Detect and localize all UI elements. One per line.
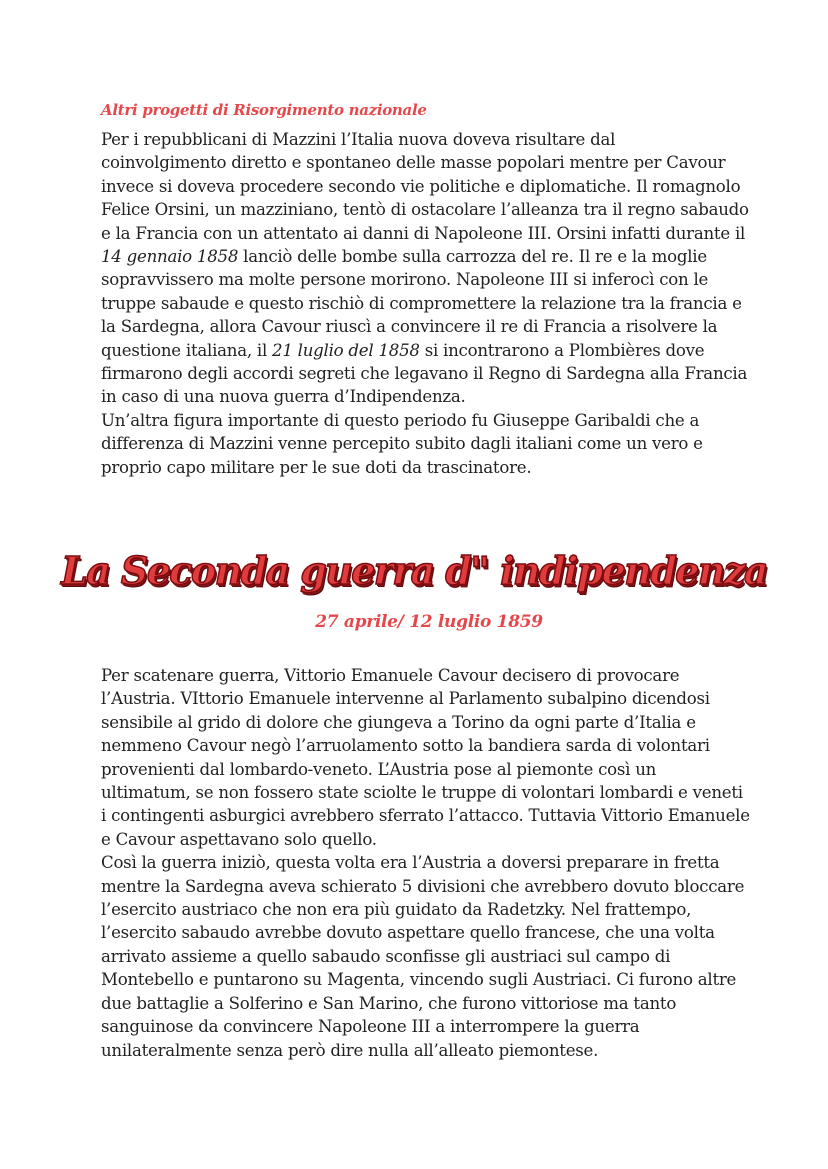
text-line: e la Francia con un attentato ai danni di Napoleone III. Orsini infatti durante il — [101, 223, 746, 243]
text-line: questione italiana, il 21 luglio del 1858 si incontrarono a Plombières dove — [101, 340, 705, 360]
chapter-dates: 27 aprile/ 12 luglio 1859 — [315, 612, 543, 632]
text-line: Felice Orsini, un mazziniano, tentò di ostacolare l’alleanza tra il regno sabaudo — [101, 200, 749, 220]
text-line: unilateralmente senza però dire nulla all’alleato piemontese. — [101, 1040, 599, 1060]
text-line: Per scatenare guerra, Vittorio Emanuele Cavour decisero di provocare — [101, 666, 680, 685]
date-emphasis: 21 luglio del 1858 — [272, 340, 420, 360]
text-line: nemmeno Cavour negò l’arruolamento sotto la bandiera sarda di volontari — [101, 736, 710, 756]
text-line: proprio capo militare per le sue doti da trascinatore. — [101, 457, 532, 477]
text-line: la Sardegna, allora Cavour riuscì a convincere il re di Francia a risolvere la — [101, 317, 718, 337]
text-line: arrivato assieme a quello sabaudo sconfisse gli austriaci sul campo di — [101, 946, 671, 966]
text-line: truppe sabaude e questo rischiò di compromettere la relazione tra la francia e — [101, 293, 742, 313]
text-line: invece si doveva procedere secondo vie politiche e diplomatiche. Il romagnolo — [101, 176, 741, 196]
text-line: firmarono degli accordi segreti che legavano il Regno di Sardegna alla Francia — [101, 364, 748, 384]
text-line: due battaglie a Solferino e San Marino, che furono vittoriose ma tanto — [101, 993, 677, 1013]
text-line: ultimatum, se non fossero state sciolte le truppe di volontari lombardi e veneti — [101, 783, 743, 803]
section-title: Altri progetti di Risorgimento nazionale — [101, 101, 427, 119]
text-line: sopravvissero ma molte persone morirono. Napoleone III si inferocì con le — [101, 270, 709, 290]
text-line: l’esercito austriaco che non era più guidato da Radetzky. Nel frattempo, — [101, 900, 692, 920]
text-line: provenienti dal lombardo-veneto. L’Austria pose al piemonte così un — [101, 759, 657, 779]
paragraph-risorgimento — [101, 128, 749, 479]
text-line: coinvolgimento diretto e spontaneo delle masse popolari mentre per Cavour — [101, 153, 726, 173]
text-line: sensibile al grido di dolore che giungeva a Torino da ogni parte d’Italia e — [101, 712, 696, 732]
text-line: Un’altra figura importante di questo periodo fu Giuseppe Garibaldi che a — [101, 410, 700, 430]
text-line: i contingenti asburgici avrebbero sferrato l’attacco. Tuttavia Vittorio Emanuele — [101, 806, 750, 826]
text-line: l’esercito sabaudo avrebbe dovuto aspettare quello francese, che una volta — [101, 923, 715, 943]
paragraph-seconda-guerra — [101, 664, 750, 1062]
text-line: 14 gennaio 1858 lanciò delle bombe sulla carrozza del re. Il re e la moglie — [101, 247, 707, 267]
text-line: Montebello e puntarono su Magenta, vincendo sugli Austriaci. Ci furono altre — [101, 970, 737, 990]
text-line: differenza di Mazzini venne percepito subito dagli italiani come un vero e — [101, 434, 703, 454]
text-line: in caso di una nuova guerra d’Indipendenza. — [101, 387, 466, 407]
text-line: Per i repubblicani di Mazzini l’Italia nuova doveva risultare dal — [101, 130, 616, 149]
text-line: e Cavour aspettavano solo quello. — [101, 829, 377, 849]
text-line: mentre la Sardegna aveva schierato 5 divisioni che avrebbero dovuto bloccare — [101, 876, 745, 896]
text-line: l’Austria. VIttorio Emanuele intervenne al Parlamento subalpino dicendosi — [101, 689, 710, 709]
text-line: sanguinose da convincere Napoleone III a interrompere la guerra — [101, 1017, 640, 1037]
text-line: Così la guerra iniziò, questa volta era l’Austria a doversi preparare in fretta — [101, 853, 720, 873]
date-emphasis: 14 gennaio 1858 — [101, 247, 239, 267]
chapter-heading: La Seconda guerra d" indipendenza — [61, 548, 767, 593]
